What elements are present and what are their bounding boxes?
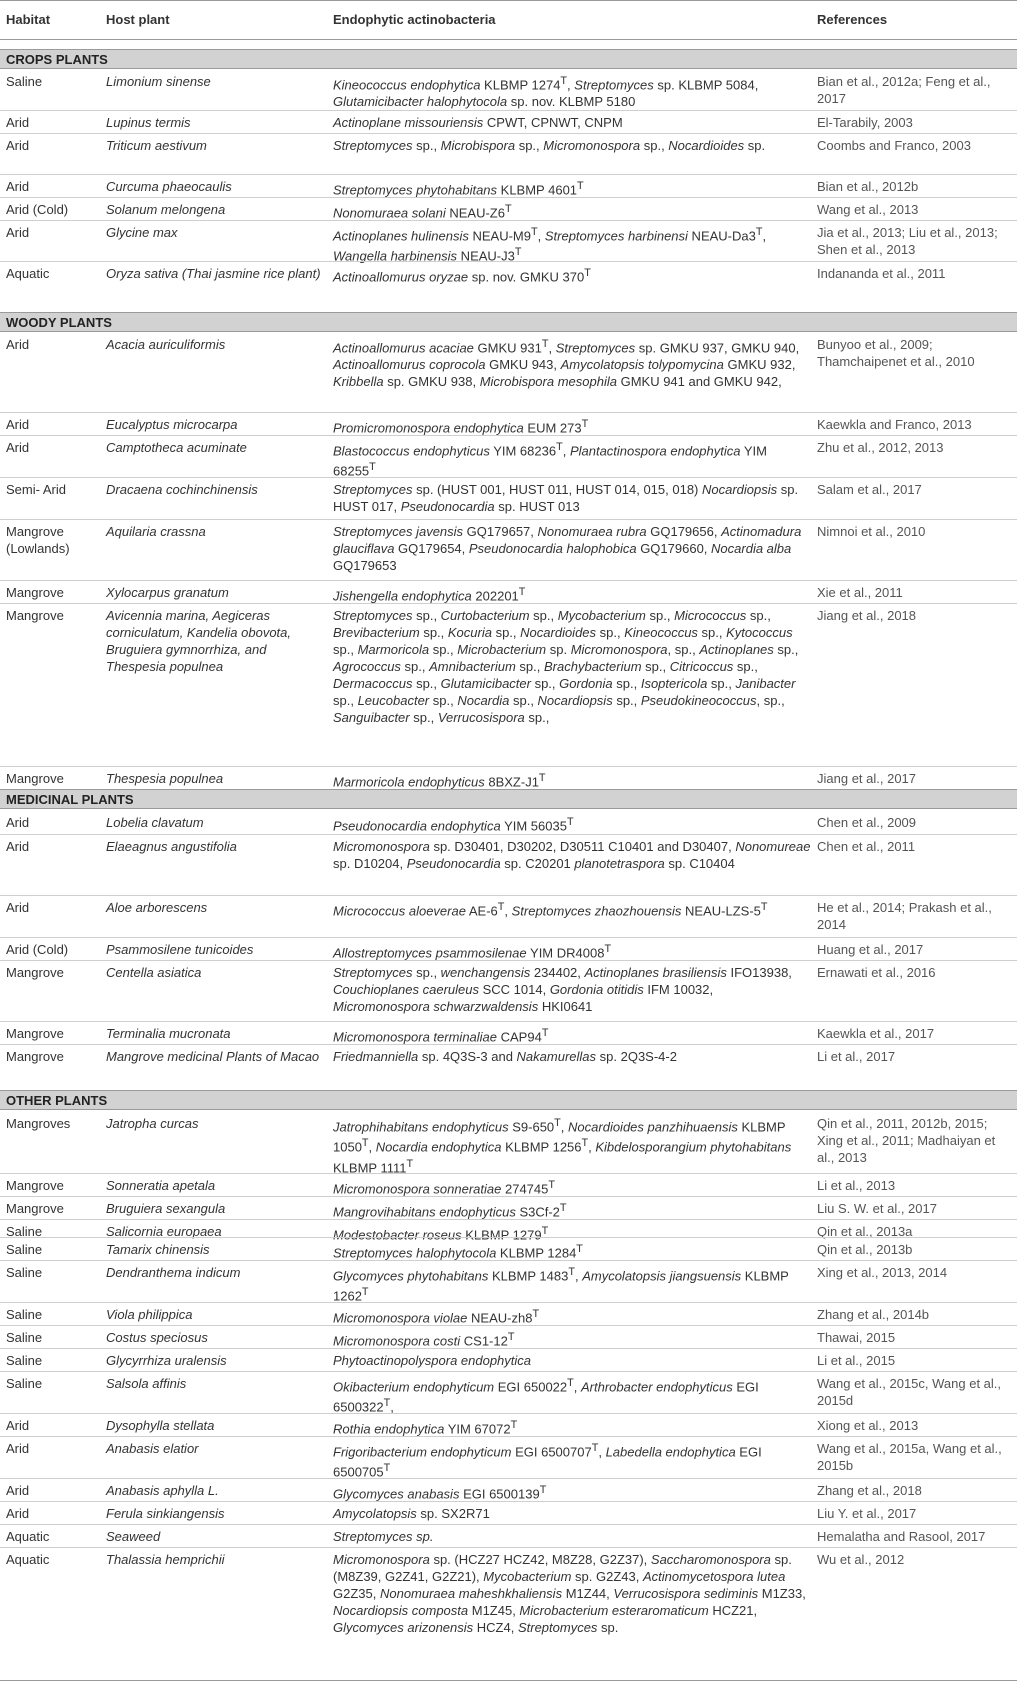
host-plant-cell: Oryza sativa (Thai jasmine rice plant) (106, 266, 321, 281)
references-cell: Wang et al., 2015a, Wang et al., 2015b (817, 1441, 1002, 1473)
habitat-cell: Mangrove (6, 585, 64, 600)
host-plant-cell: Ferula sinkiangensis (106, 1506, 225, 1521)
habitat-cell: Saline (6, 1376, 43, 1391)
host-plant-cell: Seaweed (106, 1529, 161, 1544)
host-plant-cell: Sonneratia apetala (106, 1178, 216, 1193)
references-cell: Huang et al., 2017 (817, 942, 924, 957)
references-cell: Wang et al., 2015c, Wang et al., 2015d (817, 1376, 1002, 1408)
references-cell: He et al., 2014; Prakash et al., 2014 (817, 900, 992, 932)
references-cell: Wu et al., 2012 (817, 1552, 905, 1567)
habitat-cell: Arid (6, 815, 30, 830)
table-row (0, 960, 1017, 1022)
host-plant-cell: Xylocarpus granatum (106, 585, 229, 600)
habitat-cell: Saline (6, 1330, 43, 1345)
actinobacteria-cell: Glycomyces phytohabitans KLBMP $1483^T$, Amycolatopsis jiangsuensis KLBMP $1262^T$ (333, 1266, 789, 1304)
habitat-cell: Aquatic (6, 1529, 50, 1544)
references-cell: Nimnoi et al., 2010 (817, 524, 926, 539)
actinobacteria-cell: Jatrophihabitans endophyticus $S9-650^T$, Nocardioides panzhihuaensis KLBMP $1050^T$, Nocardia endophytica KLBMP $1256^T$, Kibdelosporangium phytohabitans KLBMP $1111^T$ (333, 1117, 792, 1175)
habitat-cell: Arid (6, 115, 30, 130)
host-plant-cell: Elaeagnus angustifolia (106, 839, 237, 854)
habitat-cell: Mangrove (6, 608, 64, 623)
host-plant-cell: Viola philippica (106, 1307, 193, 1322)
actinobacteria-cell: Streptomyces phytohabitans KLBMP $4601^T$ (333, 180, 584, 198)
references-cell: Bian et al., 2012b (817, 179, 919, 194)
habitat-cell: Mangroves (6, 1116, 71, 1131)
references-cell: Li et al., 2017 (817, 1049, 896, 1064)
habitat-cell: Arid (6, 440, 30, 455)
actinobacteria-cell: Streptomyces sp., Microbispora sp., Micromonospora sp., Nocardioides sp. (333, 138, 766, 153)
references-cell: Xing et al., 2013, 2014 (817, 1265, 948, 1280)
actinobacteria-cell: Streptomyces sp. (333, 1529, 434, 1544)
table-row (0, 1436, 1017, 1479)
habitat-cell: Arid (6, 1418, 30, 1433)
table-row (0, 133, 1017, 175)
actinobacteria-cell: Micromonospora terminaliae $CAP94^T$ (333, 1027, 549, 1045)
references-cell: Xiong et al., 2013 (817, 1418, 919, 1433)
col-references: References (817, 12, 888, 27)
table-row (0, 937, 1017, 961)
references-cell: Kaewkla et al., 2017 (817, 1026, 935, 1041)
references-cell: Jia et al., 2013; Liu et al., 2013; Shen et al., 2013 (817, 225, 998, 257)
table-row (0, 1173, 1017, 1197)
habitat-cell: Arid (6, 179, 30, 194)
habitat-cell: Saline (6, 1307, 43, 1322)
habitat-cell: Aquatic (6, 1552, 50, 1567)
references-cell: Liu S. W. et al., 2017 (817, 1201, 937, 1216)
references-cell: Chen et al., 2009 (817, 815, 917, 830)
actinobacteria-cell: Pseudonocardia endophytica YIM $56035^T$ (333, 816, 574, 834)
references-cell: Coombs and Franco, 2003 (817, 138, 971, 153)
actinobacteria-cell: Allostreptomyces psammosilenae YIM $DR4008^T$ (333, 943, 612, 961)
table-row (0, 1524, 1017, 1548)
host-plant-cell: Salicornia europaea (106, 1224, 222, 1239)
references-cell: Hemalatha and Rasool, 2017 (817, 1529, 986, 1544)
references-cell: Li et al., 2013 (817, 1178, 896, 1193)
actinobacteria-cell: Micromonospora costi $CS1-12^T$ (333, 1331, 515, 1349)
habitat-cell: Arid (6, 1441, 30, 1456)
table-row (0, 1237, 1017, 1261)
habitat-cell: Mangrove (6, 1026, 64, 1041)
host-plant-cell: Costus speciosus (106, 1330, 208, 1345)
host-plant-cell: Solanum melongena (106, 202, 226, 217)
habitat-cell: Saline (6, 1224, 43, 1239)
table-row (0, 1348, 1017, 1372)
table-row (0, 477, 1017, 520)
host-plant-cell: Jatropha curcas (106, 1116, 199, 1131)
host-plant-cell: Avicennia marina, Aegiceras corniculatum, Kandelia obovota, Bruguiera gymnorrhiza, and Thespesia populnea (106, 608, 292, 674)
references-cell: Kaewkla and Franco, 2013 (817, 417, 972, 432)
actinobacteria-cell: Mangrovihabitans endophyticus $S3Cf-2^T$ (333, 1202, 567, 1220)
habitat-cell: Mangrove (6, 1049, 64, 1064)
table-row (0, 1302, 1017, 1326)
habitat-cell: Arid (6, 1506, 30, 1521)
actinobacteria-cell: Frigoribacterium endophyticum EGI $6500707^T$, Labedella endophytica EGI $6500705^T$ (333, 1442, 762, 1480)
habitat-cell: Arid (6, 138, 30, 153)
table-row (0, 70, 1017, 110)
table-row (0, 1325, 1017, 1349)
host-plant-cell: Acacia auriculiformis (106, 337, 226, 352)
table-row (0, 1260, 1017, 1303)
actinobacteria-cell: Streptomyces sp., Curtobacterium sp., Mycobacterium sp., Micrococcus sp., Brevibacterium sp., Kocuria sp., Nocardioides sp., Kineococcus sp., Kytococcus sp., Marmoricola sp., Microbacterium sp. Micromonospora, sp., Actinoplanes sp., Agrococcus sp., Amnibacterium sp., Brachybacterium sp., Citricoccus sp., Dermacoccus sp., Glutamicibacter sp., Gordonia sp., Isoptericola sp., Janibacter sp., Leucobacter sp., Nocardia sp., Nocardiopsis sp., Pseudokineococcus, sp., Sanguibacter sp., Verrucosispora sp., (333, 608, 799, 725)
table-row (0, 197, 1017, 221)
actinobacteria-cell: Streptomyces sp. (HUST 001, HUST 011, HUST 014, 015, 018) Nocardiopsis sp. HUST 017, Pseudonocardia sp. HUST 013 (333, 482, 799, 514)
actinobacteria-cell: Friedmanniella sp. 4Q3S-3 and Nakamurellas sp. 2Q3S-4-2 (333, 1049, 677, 1064)
host-plant-cell: Glycyrrhiza uralensis (106, 1353, 227, 1368)
actinobacteria-cell: Rothia endophytica YIM $67072^T$ (333, 1419, 518, 1437)
actinobacteria-cell: Actinoplane missouriensis CPWT, CPNWT, CNPM (333, 115, 623, 130)
references-cell: Jiang et al., 2017 (817, 771, 917, 786)
references-cell: Xie et al., 2011 (817, 585, 903, 600)
actinobacteria-cell: Jishengella endophytica $202201^T$ (333, 586, 526, 604)
actinobacteria-cell: Actinoallomurus oryzae sp. nov. GMKU $370^T$ (333, 267, 591, 285)
actinobacteria-cell: Glycomyces anabasis EGI $6500139^T$ (333, 1484, 547, 1502)
actinobacteria-cell: Marmoricola endophyticus $8BXZ-J1^T$ (333, 772, 546, 790)
habitat-cell: Mangrove (6, 1178, 64, 1193)
table-row (0, 603, 1017, 767)
table-row (0, 1219, 1017, 1243)
host-plant-cell: Anabasis aphylla L. (106, 1483, 219, 1498)
table-row (0, 580, 1017, 604)
references-cell: Salam et al., 2017 (817, 482, 922, 497)
habitat-cell: Arid (6, 417, 30, 432)
actinobacteria-cell: Streptomyces javensis GQ179657, Nonomuraea rubra GQ179656, Actinomadura glauciflava GQ179654, Pseudonocardia halophobica GQ179660, Nocardia alba GQ179653 (333, 524, 802, 573)
actinobacteria-cell: Modestobacter roseus KLBMP $1279^T$ (333, 1225, 549, 1243)
references-cell: Qin et al., 2013a (817, 1224, 913, 1239)
actinobacteria-cell: Micromonospora violae NEAU-$zh8^T$ (333, 1308, 540, 1326)
table-row (0, 1021, 1017, 1045)
habitat-cell: Mangrove (6, 771, 64, 786)
habitat-cell: Saline (6, 1242, 43, 1257)
table-bottom-rule (0, 1680, 1017, 1681)
references-cell: Wang et al., 2013 (817, 202, 919, 217)
habitat-cell: Semi- Arid (6, 482, 66, 497)
habitat-cell: Arid (6, 337, 30, 352)
table-row (0, 110, 1017, 134)
actinobacteria-cell: Amycolatopsis sp. SX2R71 (333, 1506, 490, 1521)
host-plant-cell: Curcuma phaeocaulis (106, 179, 232, 194)
references-cell: Zhang et al., 2018 (817, 1483, 922, 1498)
actinobacteria-cell: Blastococcus endophyticus YIM $68236^T$, Plantactinospora endophytica YIM $68255^T$ (333, 441, 767, 479)
habitat-cell: Arid (6, 900, 30, 915)
host-plant-cell: Centella asiatica (106, 965, 202, 980)
table-row (0, 1196, 1017, 1220)
table-row (0, 174, 1017, 198)
host-plant-cell: Thespesia populnea (106, 771, 224, 786)
habitat-cell: Arid (6, 1483, 30, 1498)
host-plant-cell: Triticum aestivum (106, 138, 207, 153)
host-plant-cell: Dendranthema indicum (106, 1265, 241, 1280)
references-cell: Liu Y. et al., 2017 (817, 1506, 917, 1521)
actinobacteria-cell: Nonomuraea solani NEAU-$Z6^T$ (333, 203, 512, 221)
table-row (0, 261, 1017, 313)
col-habitat: Habitat (6, 12, 51, 27)
habitat-cell: Arid (Cold) (6, 202, 69, 217)
host-plant-cell: Aquilaria crassna (106, 524, 206, 539)
habitat-cell: Mangrove (6, 1201, 64, 1216)
references-cell: Indananda et al., 2011 (817, 266, 946, 281)
references-cell: Chen et al., 2011 (817, 839, 916, 854)
actinobacteria-cell: Micromonospora sonneratiae $274745^T$ (333, 1179, 555, 1197)
host-plant-cell: Psammosilene tunicoides (106, 942, 254, 957)
references-cell: Zhang et al., 2014b (817, 1307, 930, 1322)
table-row (0, 412, 1017, 436)
references-cell: Li et al., 2015 (817, 1353, 896, 1368)
host-plant-cell: Dracaena cochinchinensis (106, 482, 258, 497)
references-cell: Bunyoo et al., 2009; Thamchaipenet et al., 2010 (817, 337, 975, 369)
references-cell: El-Tarabily, 2003 (817, 115, 913, 130)
host-plant-cell: Tamarix chinensis (106, 1242, 210, 1257)
host-plant-cell: Lupinus termis (106, 115, 191, 130)
host-plant-cell: Bruguiera sexangula (106, 1201, 226, 1216)
host-plant-cell: Thalassia hemprichii (106, 1552, 225, 1567)
host-plant-cell: Dysophylla stellata (106, 1418, 215, 1433)
references-cell: Qin et al., 2011, 2012b, 2015; Xing et al., 2011; Madhaiyan et al., 2013 (817, 1116, 996, 1165)
host-plant-cell: Camptotheca acuminate (106, 440, 247, 455)
table-header (0, 0, 1017, 40)
section-header: CROPS PLANTS (0, 49, 1017, 69)
table-row (0, 1413, 1017, 1437)
habitat-cell: Arid (6, 839, 30, 854)
section-header: WOODY PLANTS (0, 312, 1017, 332)
habitat-cell: Mangrove (Lowlands) (6, 524, 70, 556)
table-row (0, 1044, 1017, 1091)
table-row (0, 895, 1017, 938)
table-row (0, 1478, 1017, 1502)
table-row (0, 220, 1017, 262)
actinobacteria-cell: Phytoactinopolyspora endophytica (333, 1353, 532, 1368)
references-cell: Bian et al., 2012a; Feng et al., 2017 (817, 74, 991, 106)
references-cell: Thawai, 2015 (817, 1330, 896, 1345)
habitat-cell: Arid (Cold) (6, 942, 69, 957)
host-plant-cell: Terminalia mucronata (106, 1026, 231, 1041)
actinobacteria-cell: Kineococcus endophytica KLBMP $1274^T$, Streptomyces sp. KLBMP 5084, Glutamicibacter halophytocola sp. nov. KLBMP 5180 (333, 75, 759, 110)
habitat-cell: Saline (6, 74, 43, 89)
habitat-cell: Mangrove (6, 965, 64, 980)
table-row (0, 766, 1017, 790)
table-row (0, 1371, 1017, 1414)
table-row (0, 1547, 1017, 1681)
host-plant-cell: Eucalyptus microcarpa (106, 417, 238, 432)
references-cell: Ernawati et al., 2016 (817, 965, 936, 980)
habitat-cell: Saline (6, 1265, 43, 1280)
table-row (0, 435, 1017, 478)
table-row (0, 811, 1017, 834)
col-host-plant: Host plant (106, 12, 170, 27)
habitat-cell: Saline (6, 1353, 43, 1368)
actinobacteria-cell: Streptomyces halophytocola KLBMP $1284^T$ (333, 1243, 583, 1261)
section-header: MEDICINAL PLANTS (0, 789, 1017, 809)
actinobacteria-cell: Okibacterium endophyticum EGI $650022^T$, Arthrobacter endophyticus EGI $6500322^T$, (333, 1377, 759, 1415)
col-endophytic-actinobacteria: Endophytic actinobacteria (333, 12, 496, 27)
section-header: OTHER PLANTS (0, 1090, 1017, 1110)
references-cell: Jiang et al., 2018 (817, 608, 917, 623)
table-row (0, 519, 1017, 581)
host-plant-cell: Aloe arborescens (106, 900, 208, 915)
host-plant-cell: Salsola affinis (106, 1376, 187, 1391)
habitat-cell: Arid (6, 225, 30, 240)
actinobacteria-cell: Promicromonospora endophytica EUM $273^T$ (333, 418, 589, 436)
host-plant-cell: Mangrove medicinal Plants of Macao (106, 1049, 320, 1064)
habitat-cell: Aquatic (6, 266, 50, 281)
references-cell: Zhu et al., 2012, 2013 (817, 440, 944, 455)
table-row (0, 834, 1017, 896)
actinobacteria-cell: Micrococcus aloeverae $AE-6^T$, Streptomyces zhaozhouensis NEAU-$LZS-5^T$ (333, 901, 768, 919)
host-plant-cell: Lobelia clavatum (106, 815, 204, 830)
table-row (0, 1112, 1017, 1173)
table-row (0, 333, 1017, 412)
host-plant-cell: Glycine max (106, 225, 178, 240)
host-plant-cell: Limonium sinense (106, 74, 211, 89)
references-cell: Qin et al., 2013b (817, 1242, 913, 1257)
actinobacteria-cell: Actinoallomurus acaciae GMKU $931^T$, Streptomyces sp. GMKU 937, GMKU 940, Actinoallomurus coprocola GMKU 943, Amycolatopsis tolypomycina GMKU 932, Kribbella sp. GMKU 938, Microbispora mesophila GMKU 941 and GMKU 942, (333, 338, 800, 390)
actinobacteria-cell: Streptomyces sp., wenchangensis 234402, Actinoplanes brasiliensis IFO13938, Couchioplanes caeruleus SCC 1014, Gordonia otitidis IFM 10032, Micromonospora schwarzwaldensis HKI0641 (333, 965, 792, 1014)
actinobacteria-cell: Micromonospora sp. (HCZ27 HCZ42, M8Z28, G2Z37), Saccharomonospora sp. (M8Z39, G2Z41, G2Z21), Mycobacterium sp. G2Z43, Actinomycetospora lutea G2Z35, Nonomuraea maheshkhaliensis M1Z44, Verrucosispora sediminis M1Z33, Nocardiopsis composta M1Z45, Microbacterium esteraromaticum HCZ21, Glycomyces arizonensis HCZ4, Streptomyces sp. (333, 1552, 806, 1635)
actinobacteria-cell: Micromonospora sp. D30401, D30202, D30511 C10401 and D30407, Nonomureae sp. D10204, Pseudonocardia sp. C20201 planotetraspora sp. C10404 (333, 839, 811, 871)
table-row (0, 1501, 1017, 1525)
host-plant-cell: Anabasis elatior (106, 1441, 199, 1456)
actinobacteria-cell: Actinoplanes hulinensis NEAU-$M9^T$, Streptomyces harbinensi NEAU-$Da3^T$, Wangella harbinensis NEAU-$J3^T$ (333, 226, 767, 264)
